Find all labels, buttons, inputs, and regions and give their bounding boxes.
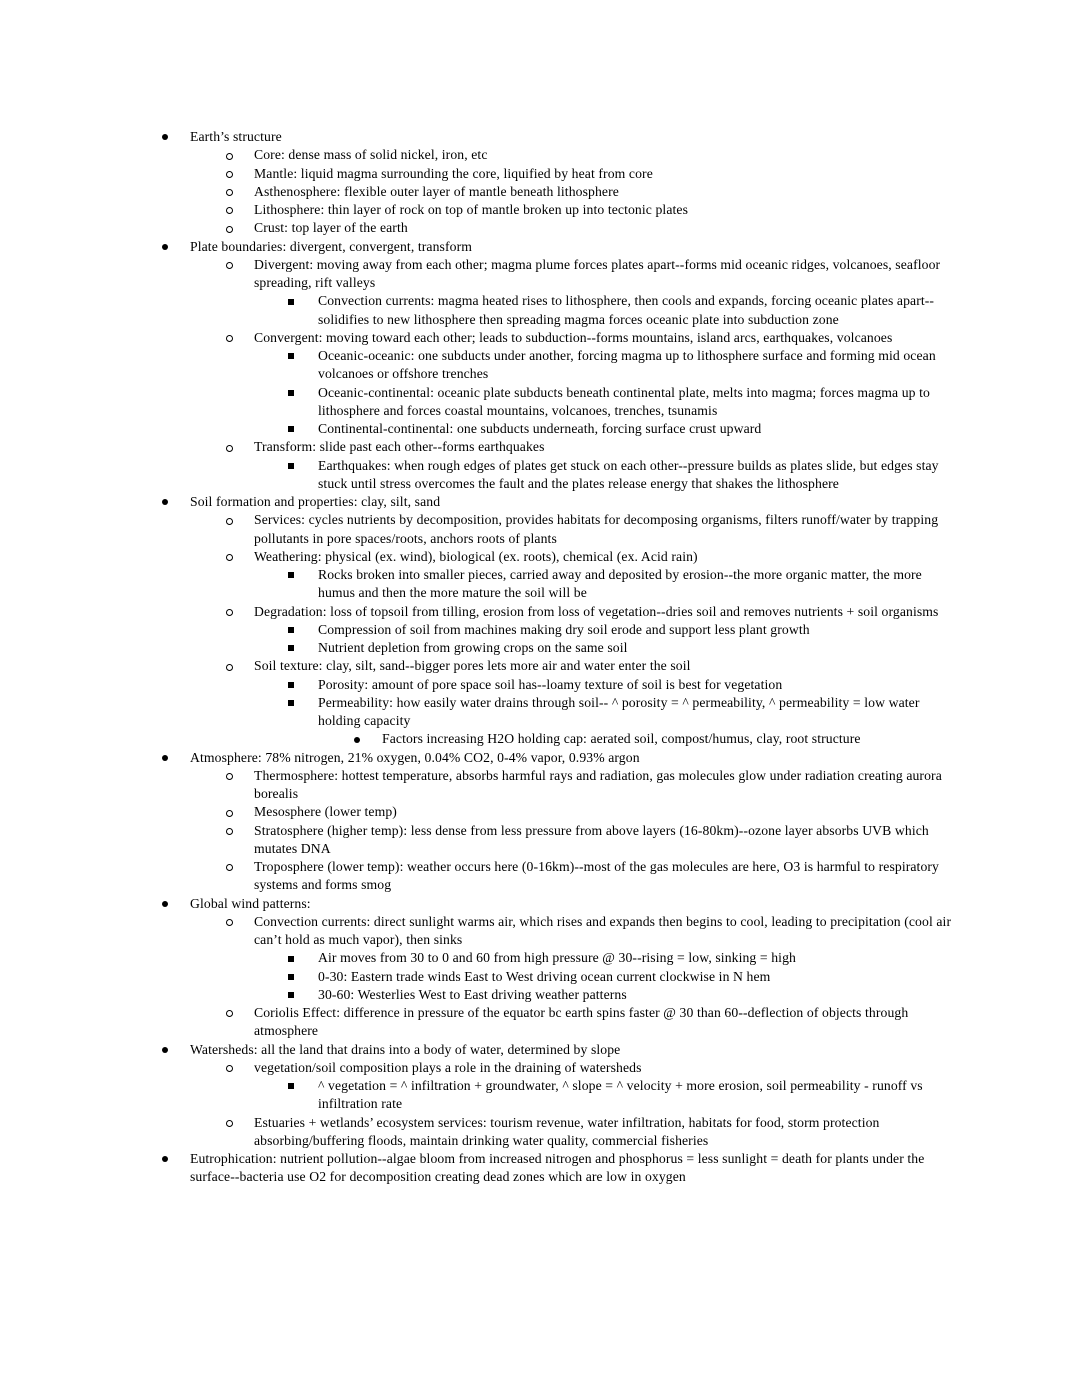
list-item-text: Oceanic-oceanic: one subducts under another, forcing magma up to lithosphere surface and forming mid ocean volcanoes or offshore trenches (318, 348, 936, 382)
list-item (0, 438, 953, 456)
list-item-text: Estuaries + wetlands’ ecosystem services: tourism revenue, water infiltration, habitats for food, storm protection absorbing/buffering floods, maintain drinking water quality, commercial fisheries (254, 1114, 880, 1148)
list-item-text: Lithosphere: thin layer of rock on top of mantle broken up into tectonic plates (254, 202, 688, 217)
bullet-square-icon (288, 457, 318, 469)
list-item-text: Mesosphere (lower temp) (254, 804, 397, 820)
bullet-disc-icon (162, 493, 190, 505)
list-item-text: Thermosphere: hottest temperature, absorbs harmful rays and radiation, gas molecules glow under radiation creating aurora borealis (254, 767, 942, 801)
list-item-text: Nutrient depletion from growing crops on the same soil (318, 640, 628, 655)
list-item-text: Atmosphere: 78% nitrogen, 21% oxygen, 0.04% CO2, 0-4% vapor, 0.93% argon (190, 749, 640, 765)
list-item (0, 165, 953, 183)
bullet-disc-icon (162, 895, 190, 907)
list-item (0, 621, 953, 639)
list-item (0, 730, 953, 748)
list-item (0, 657, 953, 675)
bullet-circle-icon (226, 511, 254, 524)
list-item-text: Earth’s structure (190, 129, 282, 144)
bullet-square-icon (288, 694, 318, 706)
bullet-circle-icon (226, 822, 254, 835)
list-item (0, 1114, 953, 1151)
list-item (0, 1150, 953, 1187)
list-item-text: Soil texture: clay, silt, sand--bigger pores lets more air and water enter the soil (254, 658, 691, 674)
list-item (0, 511, 953, 548)
bullet-square-icon (288, 292, 318, 304)
list-item-text: Degradation: loss of topsoil from tilling, erosion from loss of vegetation--dries soil and removes nutrients + soil organisms (254, 603, 939, 619)
list-item (0, 219, 953, 237)
list-item-text: Compression of soil from machines making dry soil erode and support less plant growth (318, 621, 810, 637)
bullet-square-icon (288, 420, 318, 432)
list-item (0, 183, 953, 201)
bullet-square-icon (288, 566, 318, 578)
bullet-circle-icon (226, 1059, 254, 1072)
list-item-text: Global wind patterns: (190, 895, 311, 911)
bullet-square-icon (288, 384, 318, 396)
list-item (0, 767, 953, 804)
list-item-text: Rocks broken into smaller pieces, carried away and deposited by erosion--the more organic matter, the more humus and then the more mature the soil will be (318, 567, 922, 601)
list-item (0, 1059, 953, 1077)
bullet-square-icon (288, 949, 318, 961)
bullet-circle-icon (226, 1004, 254, 1017)
list-item (0, 457, 953, 494)
list-item-text: Eutrophication: nutrient pollution--algae bloom from increased nitrogen and phosphorus = less sunlight = death for plants under the surface--bacteria use O2 for decomposition creating dead zones which are low in oxygen (190, 1151, 925, 1185)
list-item-text: Core: dense mass of solid nickel, iron, etc (254, 147, 488, 163)
bullet-square-icon (288, 347, 318, 359)
list-item-text: Convergent: moving toward each other; leads to subduction--forms mountains, island arcs, earthquakes, volcanoes (254, 329, 893, 345)
list-item-text: Watersheds: all the land that drains into a body of water, determined by slope (190, 1041, 621, 1057)
bullet-circle-icon (226, 548, 254, 561)
list-item-text: Continental-continental: one subducts underneath, forcing surface crust upward (318, 421, 762, 436)
list-item (0, 676, 953, 694)
bullet-disc-icon (354, 730, 382, 742)
bullet-circle-icon (226, 767, 254, 780)
list-item (0, 949, 953, 967)
list-item-text: ^ vegetation = ^ infiltration + groundwater, ^ slope = ^ velocity + more erosion, soil permeability - runoff vs infiltration rate (318, 1078, 923, 1112)
bullet-circle-icon (226, 858, 254, 871)
bullet-circle-icon (226, 165, 254, 178)
bullet-disc-icon (162, 749, 190, 761)
list-item (0, 347, 953, 384)
list-item-text: Soil formation and properties: clay, silt, sand (190, 494, 441, 509)
list-item (0, 256, 953, 293)
list-item-text: Convection currents: direct sunlight warms air, which rises and expands then begins to cool, leading to precipitation (cool air can’t hold as much vapor), then sinks (254, 913, 952, 947)
list-item (0, 803, 953, 821)
list-item (0, 895, 953, 913)
list-item-text: Asthenosphere: flexible outer layer of mantle beneath lithosphere (254, 183, 619, 199)
list-item-text: Earthquakes: when rough edges of plates get stuck on each other--pressure builds as plates slide, but edges stay stuck until stress overcomes the fault and the plates release energy that shakes the lithosphere (318, 457, 939, 491)
list-item-text: Air moves from 30 to 0 and 60 from high pressure @ 30--rising = low, sinking = high (318, 950, 796, 966)
list-item-text: 0-30: Eastern trade winds East to West driving ocean current clockwise in N hem (318, 968, 771, 984)
list-item (0, 292, 953, 329)
list-item (0, 603, 953, 621)
bullet-disc-icon (162, 128, 190, 140)
list-item-text: Porosity: amount of pore space soil has--loamy texture of soil is best for vegetation (318, 676, 783, 692)
list-item (0, 1041, 953, 1059)
bullet-square-icon (288, 621, 318, 633)
bullet-circle-icon (226, 803, 254, 816)
list-item (0, 128, 953, 146)
list-item-text: Divergent: moving away from each other; magma plume forces plates apart--forms mid oceanic ridges, volcanoes, seafloor spreading, rift valleys (254, 256, 941, 290)
list-item (0, 968, 953, 986)
bullet-circle-icon (226, 1114, 254, 1127)
list-item (0, 493, 953, 511)
bullet-disc-icon (162, 1041, 190, 1053)
list-item (0, 329, 953, 347)
list-item-text: Coriolis Effect: difference in pressure of the equator bc earth spins faster @ 30 than 60--deflection of objects through atmosphere (254, 1005, 909, 1039)
bullet-circle-icon (226, 329, 254, 342)
list-item-text: Mantle: liquid magma surrounding the core, liquified by heat from core (254, 165, 653, 181)
list-item-text: vegetation/soil composition plays a role in the draining of watersheds (254, 1059, 642, 1075)
list-item (0, 858, 953, 895)
bullet-circle-icon (226, 913, 254, 926)
list-item-text: Stratosphere (higher temp): less dense from less pressure from above layers (16-80km)--ozone layer absorbs UVB which mutates DNA (254, 822, 929, 856)
bullet-circle-icon (226, 256, 254, 269)
list-item (0, 822, 953, 859)
list-item (0, 639, 953, 657)
list-item-text: Factors increasing H2O holding cap: aerated soil, compost/humus, clay, root structure (382, 731, 861, 747)
list-item (0, 420, 953, 438)
list-item (0, 986, 953, 1004)
list-item (0, 146, 953, 164)
list-item-text: Weathering: physical (ex. wind), biological (ex. roots), chemical (ex. Acid rain) (254, 548, 698, 564)
bullet-circle-icon (226, 183, 254, 196)
list-item-text: 30-60: Westerlies West to East driving weather patterns (318, 986, 627, 1002)
list-item-text: Services: cycles nutrients by decomposition, provides habitats for decomposing organisms, filters runoff/water by trapping pollutants in pore spaces/roots, anchors roots of plants (254, 512, 939, 546)
bullet-circle-icon (226, 201, 254, 214)
list-item (0, 749, 953, 767)
list-item-text: Crust: top layer of the earth (254, 220, 408, 236)
bullet-square-icon (288, 676, 318, 688)
list-item-text: Plate boundaries: divergent, convergent, transform (190, 238, 472, 254)
list-item-text: Transform: slide past each other--forms earthquakes (254, 439, 545, 455)
bullet-circle-icon (226, 146, 254, 159)
list-item-text: Troposphere (lower temp): weather occurs here (0-16km)--most of the gas molecules are here, O3 is harmful to respiratory systems and forms smog (254, 859, 939, 893)
bullet-disc-icon (162, 238, 190, 250)
bullet-disc-icon (162, 1150, 190, 1162)
bullet-square-icon (288, 1077, 318, 1089)
bullet-circle-icon (226, 438, 254, 451)
list-item-text: Permeability: how easily water drains through soil-- ^ porosity = ^ permeability, ^ permeability = low water holding capacity (318, 694, 920, 728)
bullet-square-icon (288, 986, 318, 998)
list-item (0, 201, 953, 219)
bullet-circle-icon (226, 603, 254, 616)
list-item (0, 694, 953, 731)
bullet-square-icon (288, 639, 318, 651)
list-item (0, 548, 953, 566)
bullet-circle-icon (226, 657, 254, 670)
notes-list (0, 128, 953, 1187)
list-item (0, 1004, 953, 1041)
list-item (0, 238, 953, 256)
bullet-square-icon (288, 968, 318, 980)
list-item (0, 384, 953, 421)
list-item-text: Convection currents: magma heated rises to lithosphere, then cools and expands, forcing oceanic plates apart--solidifies to new lithosphere then spreading magma forces oceanic plate into subduction zone (318, 293, 935, 327)
list-item-text: Oceanic-continental: oceanic plate subducts beneath continental plate, melts into magma; forces magma up to lithosphere and forces coastal mountains, volcanoes, trenches, tsunamis (318, 384, 930, 418)
list-item (0, 566, 953, 603)
list-item (0, 913, 953, 950)
bullet-circle-icon (226, 219, 254, 232)
list-item (0, 1077, 953, 1114)
